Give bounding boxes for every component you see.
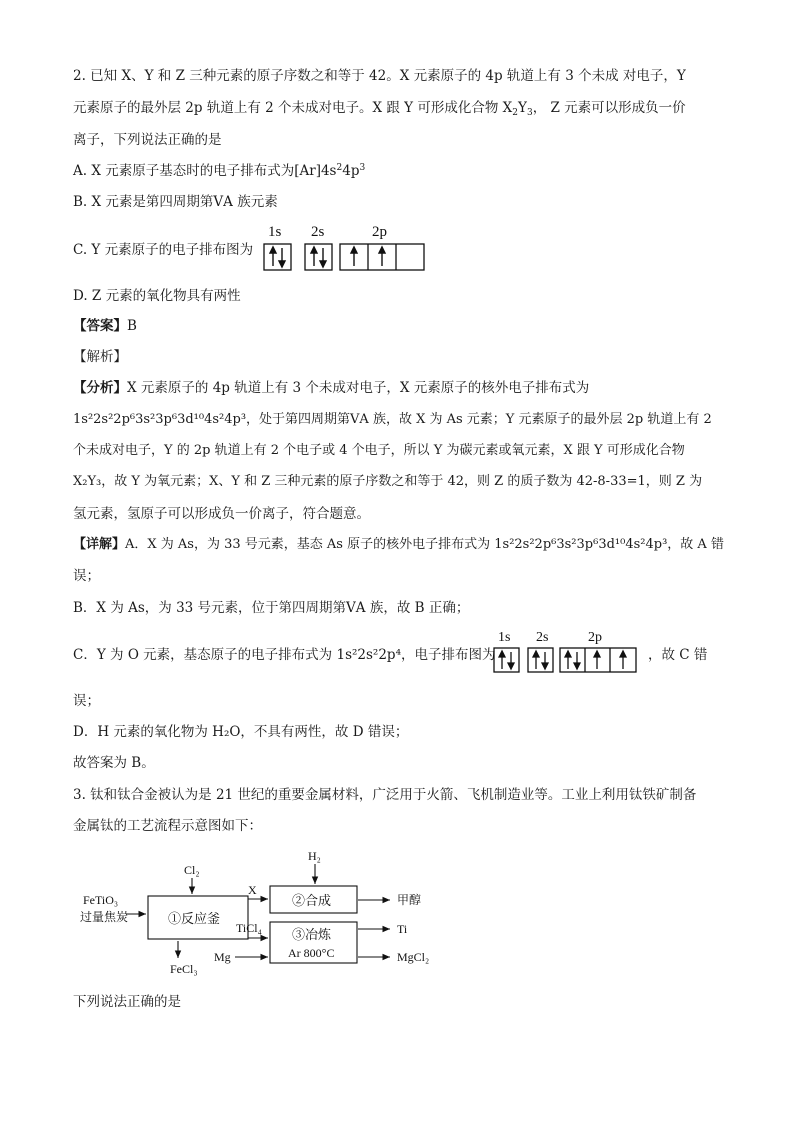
- arrow-down-icon: [508, 652, 514, 669]
- product-ti: Ti: [397, 922, 408, 936]
- smelting-conditions: Ar 800°C: [288, 946, 335, 960]
- product-mgcl2: MgCl₂: [397, 950, 430, 964]
- q2-stem-line3: 离子，下列说法正确的是: [73, 132, 222, 148]
- arrow-down-icon: [574, 652, 580, 669]
- product-fecl3: FeCl₃: [170, 962, 198, 976]
- analysis-fx-line3: 个未成对电子，Y 的 2p 轨道上有 2 个电子或 4 个电子，所以 Y 为碳元素或氧元素，X 跟 Y 可形成化合物: [73, 443, 685, 458]
- detail-d: D．H 元素的氧化物为 H₂O，不具有两性，故 D 错误；: [73, 724, 409, 740]
- analysis-fx-line4: X₂Y₃，故 Y 为氧元素；X、Y 和 Z 三种元素的原子序数之和等于 42，则 Z 的质子数为 42-8-33=1，则 Z 为: [73, 474, 703, 489]
- detail-c-text: C．Y 为 O 元素，基态原子的电子排布式为 1s²2s²2p⁴，电子排布图为: [73, 647, 496, 663]
- arrow-up-icon: [533, 651, 539, 669]
- q3-stem-line2: 金属钛的工艺流程示意图如下：: [73, 818, 262, 834]
- arrow-up-icon: [270, 247, 276, 266]
- q2-stem-line1: 2. 已知 X、Y 和 Z 三种元素的原子序数之和等于 42。X 元素原子的 4p 轨道上有 3 个未成 对电子，Y: [73, 68, 686, 84]
- answer-line: 【答案】B: [73, 318, 137, 334]
- conclusion: 故答案为 B。: [73, 755, 155, 771]
- smelting-box: ③冶炼: [292, 927, 332, 942]
- orbital-label-1s: 1s: [268, 224, 282, 240]
- analysis-heading: 【解析】: [73, 349, 127, 365]
- arrow-down-icon: [279, 248, 285, 267]
- input-coke: 过量焦炭: [80, 910, 129, 924]
- detail-a-line2: 误；: [73, 568, 100, 584]
- arrow-up-icon: [565, 651, 571, 669]
- detail-b: B．X 为 As，为 33 号元素，位于第四周期第ⅤA 族，故 B 正确；: [73, 600, 470, 616]
- orbital-label-2s: 2s: [311, 224, 325, 240]
- reagent-mg: Mg: [214, 950, 231, 964]
- arrow-up-icon: [499, 651, 505, 669]
- analysis-fx-line1: 【分析】X 元素原子的 4p 轨道上有 3 个未成对电子，X 元素原子的核外电子排布式为: [73, 380, 590, 396]
- reagent-h2: H₂: [308, 849, 321, 863]
- q2-stem-line2: 元素原子的最外层 2p 轨道上有 2 个未成对电子。X 跟 Y 可形成化合物 $X_2Y_3$， Z 元素可以形成负一价: [73, 100, 686, 118]
- arrow-down-icon: [320, 248, 326, 267]
- q2-option-d: D. Z 元素的氧化物具有两性: [73, 288, 241, 304]
- analysis-fx-line5: 氢元素，氢原子可以形成负一价离子，符合题意。: [73, 506, 370, 522]
- orbital-label-2p: 2p: [372, 224, 387, 240]
- intermediate-x: X: [248, 883, 257, 897]
- q3-stem-line1: 3. 钛和钛合金被认为是 21 世纪的重要金属材料，广泛用于火箭、飞机制造业等。工业上利用钛铁矿制备: [73, 787, 697, 803]
- q2-option-c: C. Y 元素原子的电子排布图为: [73, 242, 254, 258]
- orbital-diagram-option-c: [260, 220, 430, 274]
- titanium-process-flow-diagram: [80, 848, 450, 978]
- arrow-up-icon: [379, 247, 385, 266]
- q2-option-b: B. X 元素是第四周期第ⅤA 族元素: [73, 194, 278, 210]
- orbital-label-2p: 2p: [588, 630, 602, 645]
- reagent-cl2: Cl₂: [184, 863, 200, 877]
- detail-a-line1: 【详解】A．X 为 As，为 33 号元素，基态 As 原子的核外电子排布式为 1s²2s²2p⁶3s²3p⁶3d¹⁰4s²4p³，故 A 错: [73, 537, 724, 552]
- orbital-diagram-detail-c: [490, 626, 640, 676]
- input-fetio3: FeTiO₃: [83, 893, 119, 907]
- reactor-box: ①反应釜: [168, 911, 221, 926]
- product-methanol: 甲醇: [397, 893, 422, 907]
- q2-option-a: A. X 元素原子基态时的电子排布式为$[Ar]4s^24p^3$: [73, 163, 366, 179]
- orbital-label-2s: 2s: [536, 630, 549, 645]
- detail-c-tail: ，故 C 错: [648, 647, 708, 663]
- orbital-label-1s: 1s: [498, 630, 511, 645]
- analysis-fx-line2: 1s²2s²2p⁶3s²3p⁶3d¹⁰4s²4p³，处于第四周期第ⅤA 族，故 X 为 As 元素；Y 元素原子的最外层 2p 轨道上有 2: [73, 412, 712, 427]
- arrow-down-icon: [542, 652, 548, 669]
- detail-c-line2: 误；: [73, 693, 100, 709]
- intermediate-ticl4: TiCl₄: [236, 921, 262, 935]
- arrow-up-icon: [351, 247, 357, 266]
- q3-prompt: 下列说法正确的是: [73, 994, 181, 1010]
- synthesis-box: ②合成: [292, 893, 332, 908]
- arrow-up-icon: [594, 651, 600, 669]
- arrow-up-icon: [311, 247, 317, 266]
- arrow-up-icon: [620, 651, 626, 669]
